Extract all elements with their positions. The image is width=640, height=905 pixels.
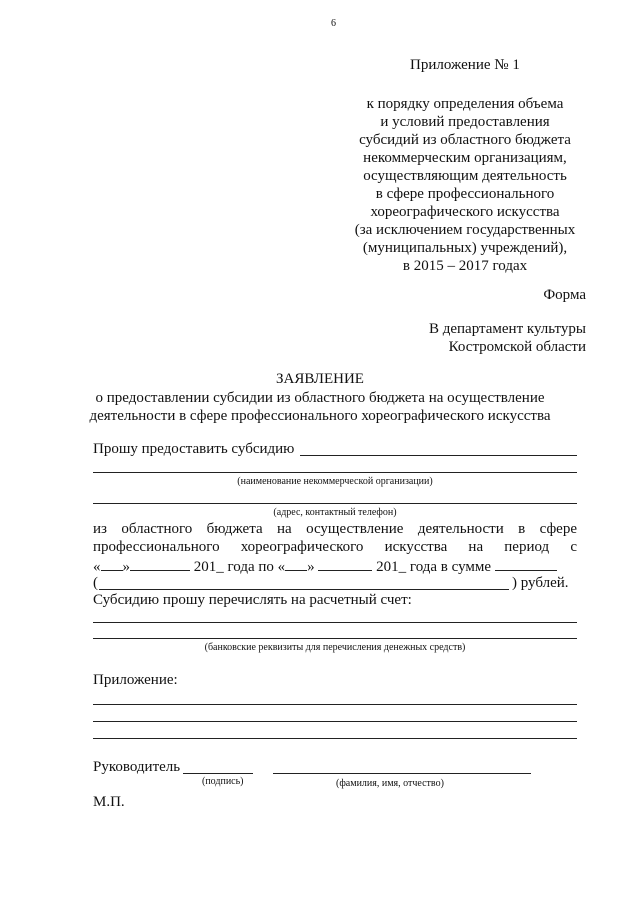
appendix-title: Приложение № 1 — [410, 57, 520, 73]
document-subtitle-1: о предоставлении субсидии из областного бюджета на осуществление — [95, 390, 545, 406]
appendix-line: некоммерческим организациям, — [363, 150, 567, 166]
sum-in-words-field[interactable] — [99, 589, 509, 590]
addressee-line-1: В департамент культуры — [428, 321, 586, 337]
head-label: Руководитель — [93, 759, 181, 775]
address-field-line[interactable] — [93, 503, 577, 504]
appendix-line: в сфере профессионального — [375, 186, 555, 202]
period-sum-text: 201_ года в сумме — [376, 559, 492, 575]
end-month-field[interactable] — [318, 556, 372, 571]
attachment-field-line-1[interactable] — [93, 704, 577, 705]
transfer-label: Субсидию прошу перечислять на расчетный счет: — [93, 592, 412, 608]
quote-close: » — [122, 559, 130, 575]
appendix-line: осуществляющим деятельность — [363, 168, 567, 184]
document-subtitle-2: деятельности в сфере профессионального хореографического искусства — [89, 408, 551, 424]
seal-label: М.П. — [93, 794, 125, 810]
attachment-label: Приложение: — [93, 672, 178, 688]
start-month-field[interactable] — [130, 556, 190, 571]
appendix-line: субсидий из областного бюджета — [359, 132, 571, 148]
appendix-line: (муниципальных) учреждений), — [362, 240, 568, 256]
bank-details-field-line-1[interactable] — [93, 622, 577, 623]
sum-words-open: ( — [93, 575, 98, 591]
caption-full-name: (фамилия, имя, отчество) — [336, 778, 444, 789]
quote-close-2: » — [307, 559, 315, 575]
addressee-line-2: Костромской области — [448, 339, 586, 355]
caption-organization: (наименование некоммерческой организации) — [237, 476, 433, 487]
document-title: ЗАЯВЛЕНИЕ — [276, 371, 364, 387]
sum-words-close: ) рублей. — [512, 575, 569, 591]
form-label: Форма — [543, 287, 586, 303]
end-day-field[interactable] — [285, 556, 307, 571]
appendix-line: к порядку определения объема — [366, 96, 564, 112]
caption-signature: (подпись) — [202, 776, 244, 787]
appendix-line: (за исключением государственных — [354, 222, 576, 238]
full-name-field[interactable] — [273, 773, 531, 774]
request-label: Прошу предоставить субсидию — [93, 441, 295, 457]
start-day-field[interactable] — [101, 556, 123, 571]
page-number: 6 — [331, 18, 336, 29]
attachment-field-line-2[interactable] — [93, 721, 577, 722]
caption-address: (адрес, контактный телефон) — [273, 507, 397, 518]
appendix-line: и условий предоставления — [380, 114, 550, 130]
period-year-text: 201_ года по « — [193, 559, 286, 575]
attachment-field-line-3[interactable] — [93, 738, 577, 739]
period-line — [93, 556, 577, 576]
appendix-line: хореографического искусства — [370, 204, 560, 220]
appendix-line: в 2015 – 2017 годах — [402, 258, 528, 274]
appendix-text — [340, 95, 590, 275]
body-text-line-1: из областного бюджета на осуществление деятельности в сфере — [93, 521, 577, 537]
quote-open: « — [93, 559, 101, 575]
body-text-line-2: профессионального хореографического искусства на период с — [93, 539, 577, 555]
signature-field[interactable] — [183, 773, 253, 774]
caption-bank: (банковские реквизиты для перечисления денежных средств) — [204, 642, 466, 653]
bank-details-field-line-2[interactable] — [93, 638, 577, 639]
organization-name-field-line-2[interactable] — [93, 472, 577, 473]
sum-field[interactable] — [495, 556, 557, 571]
organization-name-field-line[interactable] — [300, 455, 577, 456]
